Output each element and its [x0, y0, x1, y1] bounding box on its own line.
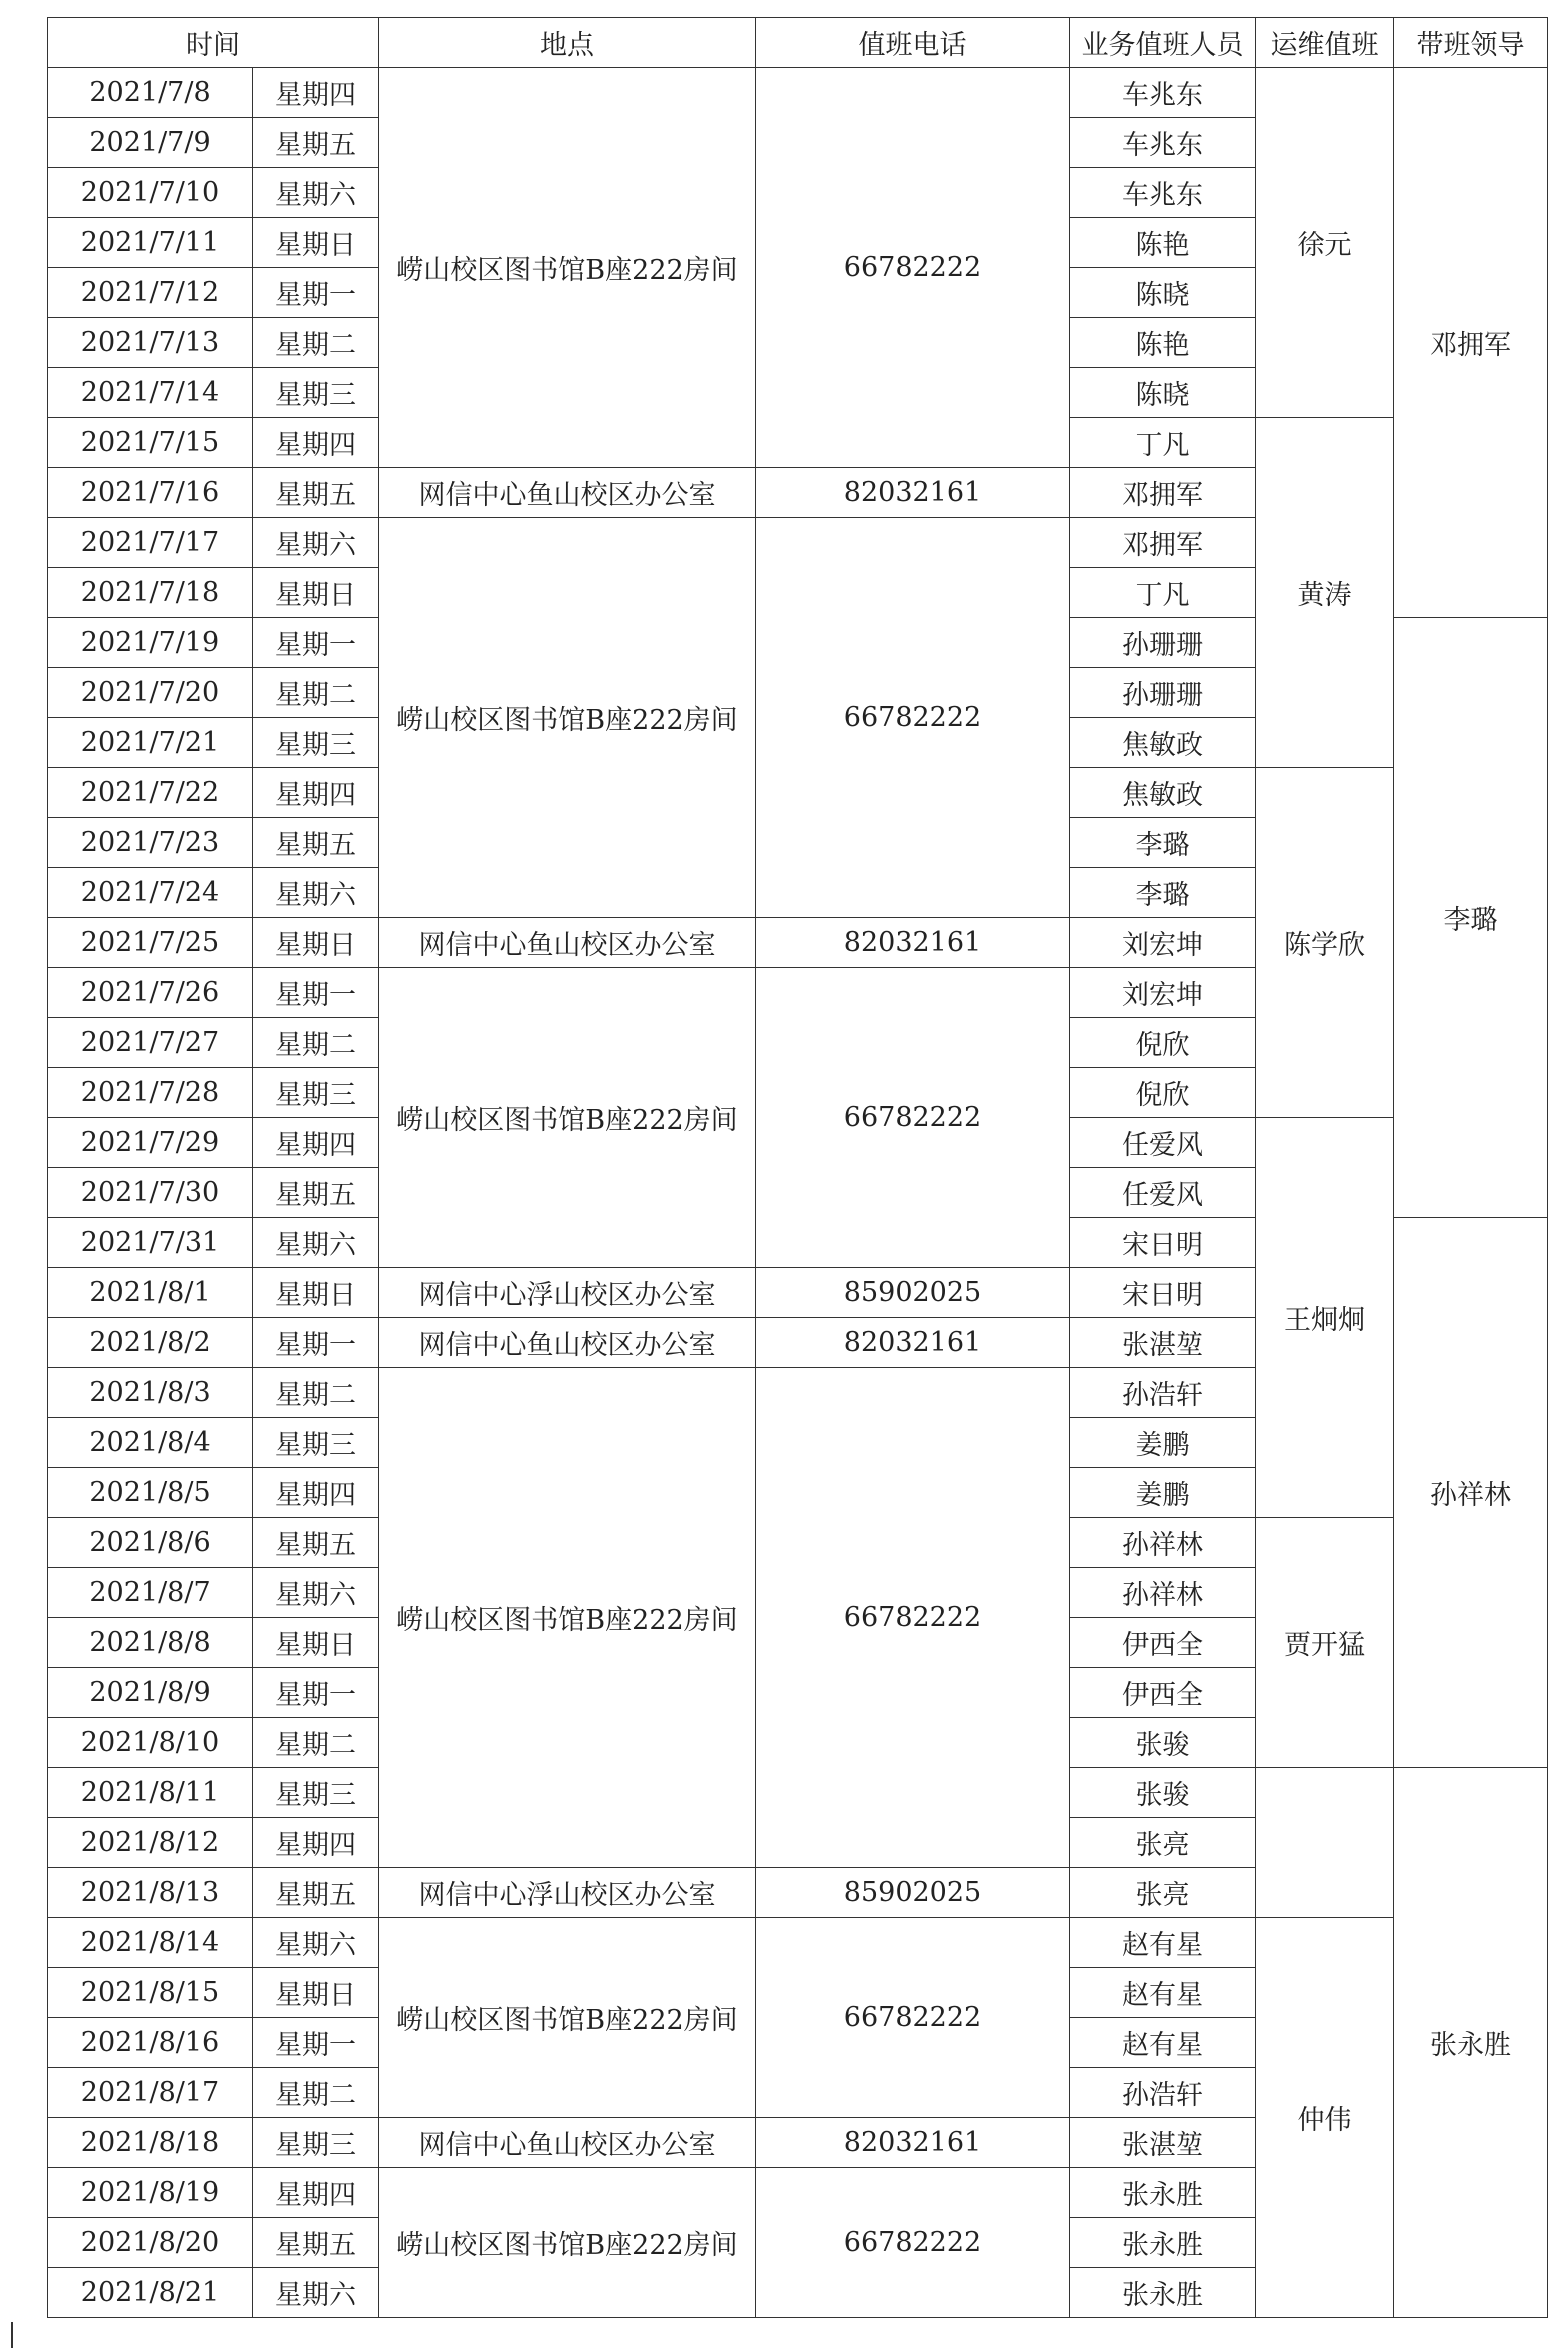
location-cell: 崂山校区图书馆B座222房间 [379, 968, 756, 1268]
weekday-cell: 星期一 [253, 268, 379, 318]
header-row [48, 18, 1548, 68]
ops-duty-cell: 黄涛 [1256, 418, 1394, 768]
date-cell: 2021/8/3 [48, 1368, 253, 1418]
duty-staff-cell: 丁凡 [1070, 568, 1256, 618]
weekday-cell: 星期六 [253, 1568, 379, 1618]
duty-staff-cell: 车兆东 [1070, 118, 1256, 168]
duty-staff-cell: 张骏 [1070, 1718, 1256, 1768]
weekday-cell: 星期二 [253, 1018, 379, 1068]
leader-cell: 张永胜 [1394, 1768, 1548, 2318]
table-row [48, 68, 1548, 118]
date-cell: 2021/7/30 [48, 1168, 253, 1218]
phone-cell: 66782222 [756, 518, 1070, 918]
duty-staff-cell: 张永胜 [1070, 2268, 1256, 2318]
weekday-cell: 星期二 [253, 1718, 379, 1768]
duty-staff-cell: 陈艳 [1070, 318, 1256, 368]
date-cell: 2021/7/17 [48, 518, 253, 568]
phone-cell: 82032161 [756, 1318, 1070, 1368]
date-cell: 2021/8/2 [48, 1318, 253, 1368]
phone-cell: 82032161 [756, 468, 1070, 518]
date-cell: 2021/7/19 [48, 618, 253, 668]
weekday-cell: 星期四 [253, 1468, 379, 1518]
duty-staff-cell: 李璐 [1070, 818, 1256, 868]
weekday-cell: 星期一 [253, 618, 379, 668]
weekday-cell: 星期六 [253, 518, 379, 568]
weekday-cell: 星期六 [253, 868, 379, 918]
weekday-cell: 星期日 [253, 218, 379, 268]
date-cell: 2021/8/1 [48, 1268, 253, 1318]
duty-staff-cell: 宋日明 [1070, 1218, 1256, 1268]
duty-staff-cell: 倪欣 [1070, 1068, 1256, 1118]
date-cell: 2021/7/10 [48, 168, 253, 218]
duty-staff-cell: 倪欣 [1070, 1018, 1256, 1068]
date-cell: 2021/7/28 [48, 1068, 253, 1118]
phone-cell: 85902025 [756, 1868, 1070, 1918]
duty-staff-cell: 伊西全 [1070, 1618, 1256, 1668]
date-cell: 2021/7/24 [48, 868, 253, 918]
date-cell: 2021/8/5 [48, 1468, 253, 1518]
duty-staff-cell: 陈艳 [1070, 218, 1256, 268]
duty-staff-cell: 张骏 [1070, 1768, 1256, 1818]
duty-staff-cell: 孙祥林 [1070, 1568, 1256, 1618]
weekday-cell: 星期五 [253, 1518, 379, 1568]
weekday-cell: 星期三 [253, 1768, 379, 1818]
weekday-cell: 星期四 [253, 2168, 379, 2218]
header-phone: 值班电话 [756, 18, 1070, 68]
date-cell: 2021/7/15 [48, 418, 253, 468]
location-cell: 网信中心鱼山校区办公室 [379, 1318, 756, 1368]
weekday-cell: 星期三 [253, 368, 379, 418]
duty-staff-cell: 刘宏坤 [1070, 918, 1256, 968]
location-cell: 网信中心浮山校区办公室 [379, 1268, 756, 1318]
phone-cell: 66782222 [756, 68, 1070, 468]
location-cell: 崂山校区图书馆B座222房间 [379, 68, 756, 468]
ops-duty-cell: 仲伟 [1256, 1918, 1394, 2318]
duty-staff-cell: 刘宏坤 [1070, 968, 1256, 1018]
leader-cell: 孙祥林 [1394, 1218, 1548, 1768]
duty-staff-cell: 车兆东 [1070, 68, 1256, 118]
weekday-cell: 星期四 [253, 1818, 379, 1868]
weekday-cell: 星期二 [253, 1368, 379, 1418]
date-cell: 2021/8/14 [48, 1918, 253, 1968]
duty-schedule-table [47, 17, 1548, 2318]
phone-cell: 66782222 [756, 2168, 1070, 2318]
duty-staff-cell: 张湛堃 [1070, 2118, 1256, 2168]
date-cell: 2021/8/7 [48, 1568, 253, 1618]
weekday-cell: 星期日 [253, 568, 379, 618]
date-cell: 2021/7/26 [48, 968, 253, 1018]
weekday-cell: 星期三 [253, 1418, 379, 1468]
weekday-cell: 星期四 [253, 1118, 379, 1168]
phone-cell: 66782222 [756, 968, 1070, 1268]
date-cell: 2021/7/8 [48, 68, 253, 118]
location-cell: 崂山校区图书馆B座222房间 [379, 1918, 756, 2118]
date-cell: 2021/7/20 [48, 668, 253, 718]
date-cell: 2021/7/12 [48, 268, 253, 318]
weekday-cell: 星期五 [253, 468, 379, 518]
duty-staff-cell: 焦敏政 [1070, 718, 1256, 768]
date-cell: 2021/7/25 [48, 918, 253, 968]
duty-staff-cell: 姜鹏 [1070, 1468, 1256, 1518]
date-cell: 2021/7/27 [48, 1018, 253, 1068]
date-cell: 2021/8/4 [48, 1418, 253, 1468]
duty-staff-cell: 孙浩轩 [1070, 1368, 1256, 1418]
table-row [48, 1918, 1548, 1968]
date-cell: 2021/8/17 [48, 2068, 253, 2118]
weekday-cell: 星期日 [253, 1268, 379, 1318]
weekday-cell: 星期二 [253, 2068, 379, 2118]
header-leader: 带班领导 [1394, 18, 1548, 68]
leader-cell: 李璐 [1394, 618, 1548, 1218]
date-cell: 2021/7/11 [48, 218, 253, 268]
weekday-cell: 星期二 [253, 318, 379, 368]
phone-cell: 66782222 [756, 1368, 1070, 1868]
duty-staff-cell: 丁凡 [1070, 418, 1256, 468]
weekday-cell: 星期一 [253, 968, 379, 1018]
date-cell: 2021/8/11 [48, 1768, 253, 1818]
date-cell: 2021/7/21 [48, 718, 253, 768]
phone-cell: 66782222 [756, 1918, 1070, 2118]
text-cursor [11, 2322, 13, 2348]
location-cell: 网信中心浮山校区办公室 [379, 1868, 756, 1918]
location-cell: 网信中心鱼山校区办公室 [379, 2118, 756, 2168]
ops-duty-cell: 王炯炯 [1256, 1118, 1394, 1518]
date-cell: 2021/7/16 [48, 468, 253, 518]
weekday-cell: 星期六 [253, 2268, 379, 2318]
duty-staff-cell: 李璐 [1070, 868, 1256, 918]
date-cell: 2021/8/6 [48, 1518, 253, 1568]
leader-cell: 邓拥军 [1394, 68, 1548, 618]
weekday-cell: 星期四 [253, 768, 379, 818]
duty-staff-cell: 赵有星 [1070, 1918, 1256, 1968]
date-cell: 2021/7/9 [48, 118, 253, 168]
duty-staff-cell: 赵有星 [1070, 2018, 1256, 2068]
header-time: 时间 [48, 18, 379, 68]
duty-staff-cell: 姜鹏 [1070, 1418, 1256, 1468]
ops-duty-cell: 陈学欣 [1256, 768, 1394, 1118]
date-cell: 2021/8/21 [48, 2268, 253, 2318]
header-ops-duty: 运维值班 [1256, 18, 1394, 68]
location-cell: 崂山校区图书馆B座222房间 [379, 1368, 756, 1868]
duty-staff-cell: 孙珊珊 [1070, 668, 1256, 718]
date-cell: 2021/8/16 [48, 2018, 253, 2068]
phone-cell: 85902025 [756, 1268, 1070, 1318]
weekday-cell: 星期六 [253, 168, 379, 218]
weekday-cell: 星期五 [253, 1168, 379, 1218]
duty-staff-cell: 张亮 [1070, 1818, 1256, 1868]
weekday-cell: 星期五 [253, 118, 379, 168]
date-cell: 2021/7/14 [48, 368, 253, 418]
weekday-cell: 星期六 [253, 1218, 379, 1268]
duty-staff-cell: 伊西全 [1070, 1668, 1256, 1718]
date-cell: 2021/7/22 [48, 768, 253, 818]
ops-duty-cell: 徐元 [1256, 68, 1394, 418]
duty-staff-cell: 焦敏政 [1070, 768, 1256, 818]
date-cell: 2021/8/13 [48, 1868, 253, 1918]
duty-staff-cell: 孙祥林 [1070, 1518, 1256, 1568]
duty-staff-cell: 邓拥军 [1070, 518, 1256, 568]
duty-staff-cell: 邓拥军 [1070, 468, 1256, 518]
ops-duty-cell: 贾开猛 [1256, 1518, 1394, 1768]
weekday-cell: 星期二 [253, 668, 379, 718]
date-cell: 2021/7/23 [48, 818, 253, 868]
weekday-cell: 星期一 [253, 1318, 379, 1368]
weekday-cell: 星期三 [253, 2118, 379, 2168]
weekday-cell: 星期五 [253, 1868, 379, 1918]
duty-staff-cell: 孙浩轩 [1070, 2068, 1256, 2118]
duty-staff-cell: 陈晓 [1070, 368, 1256, 418]
location-cell: 崂山校区图书馆B座222房间 [379, 518, 756, 918]
ops-duty-cell [1256, 1768, 1394, 1918]
duty-staff-cell: 张湛堃 [1070, 1318, 1256, 1368]
duty-staff-cell: 张永胜 [1070, 2218, 1256, 2268]
date-cell: 2021/8/15 [48, 1968, 253, 2018]
duty-staff-cell: 孙珊珊 [1070, 618, 1256, 668]
date-cell: 2021/8/9 [48, 1668, 253, 1718]
location-cell: 网信中心鱼山校区办公室 [379, 468, 756, 518]
table-body [48, 68, 1548, 2318]
date-cell: 2021/7/29 [48, 1118, 253, 1168]
duty-staff-cell: 任爱风 [1070, 1118, 1256, 1168]
header-location: 地点 [379, 18, 756, 68]
weekday-cell: 星期五 [253, 2218, 379, 2268]
weekday-cell: 星期三 [253, 1068, 379, 1118]
phone-cell: 82032161 [756, 2118, 1070, 2168]
duty-staff-cell: 张亮 [1070, 1868, 1256, 1918]
duty-staff-cell: 陈晓 [1070, 268, 1256, 318]
date-cell: 2021/7/13 [48, 318, 253, 368]
duty-staff-cell: 车兆东 [1070, 168, 1256, 218]
date-cell: 2021/8/12 [48, 1818, 253, 1868]
date-cell: 2021/7/31 [48, 1218, 253, 1268]
date-cell: 2021/8/8 [48, 1618, 253, 1668]
weekday-cell: 星期日 [253, 918, 379, 968]
duty-staff-cell: 张永胜 [1070, 2168, 1256, 2218]
location-cell: 崂山校区图书馆B座222房间 [379, 2168, 756, 2318]
duty-staff-cell: 赵有星 [1070, 1968, 1256, 2018]
weekday-cell: 星期四 [253, 418, 379, 468]
weekday-cell: 星期四 [253, 68, 379, 118]
date-cell: 2021/8/19 [48, 2168, 253, 2218]
date-cell: 2021/8/18 [48, 2118, 253, 2168]
weekday-cell: 星期日 [253, 1618, 379, 1668]
date-cell: 2021/8/10 [48, 1718, 253, 1768]
weekday-cell: 星期六 [253, 1918, 379, 1968]
weekday-cell: 星期五 [253, 818, 379, 868]
date-cell: 2021/7/18 [48, 568, 253, 618]
duty-staff-cell: 宋日明 [1070, 1268, 1256, 1318]
weekday-cell: 星期一 [253, 1668, 379, 1718]
duty-staff-cell: 任爱风 [1070, 1168, 1256, 1218]
phone-cell: 82032161 [756, 918, 1070, 968]
weekday-cell: 星期一 [253, 2018, 379, 2068]
date-cell: 2021/8/20 [48, 2218, 253, 2268]
weekday-cell: 星期日 [253, 1968, 379, 2018]
location-cell: 网信中心鱼山校区办公室 [379, 918, 756, 968]
header-duty-staff: 业务值班人员 [1070, 18, 1256, 68]
weekday-cell: 星期三 [253, 718, 379, 768]
